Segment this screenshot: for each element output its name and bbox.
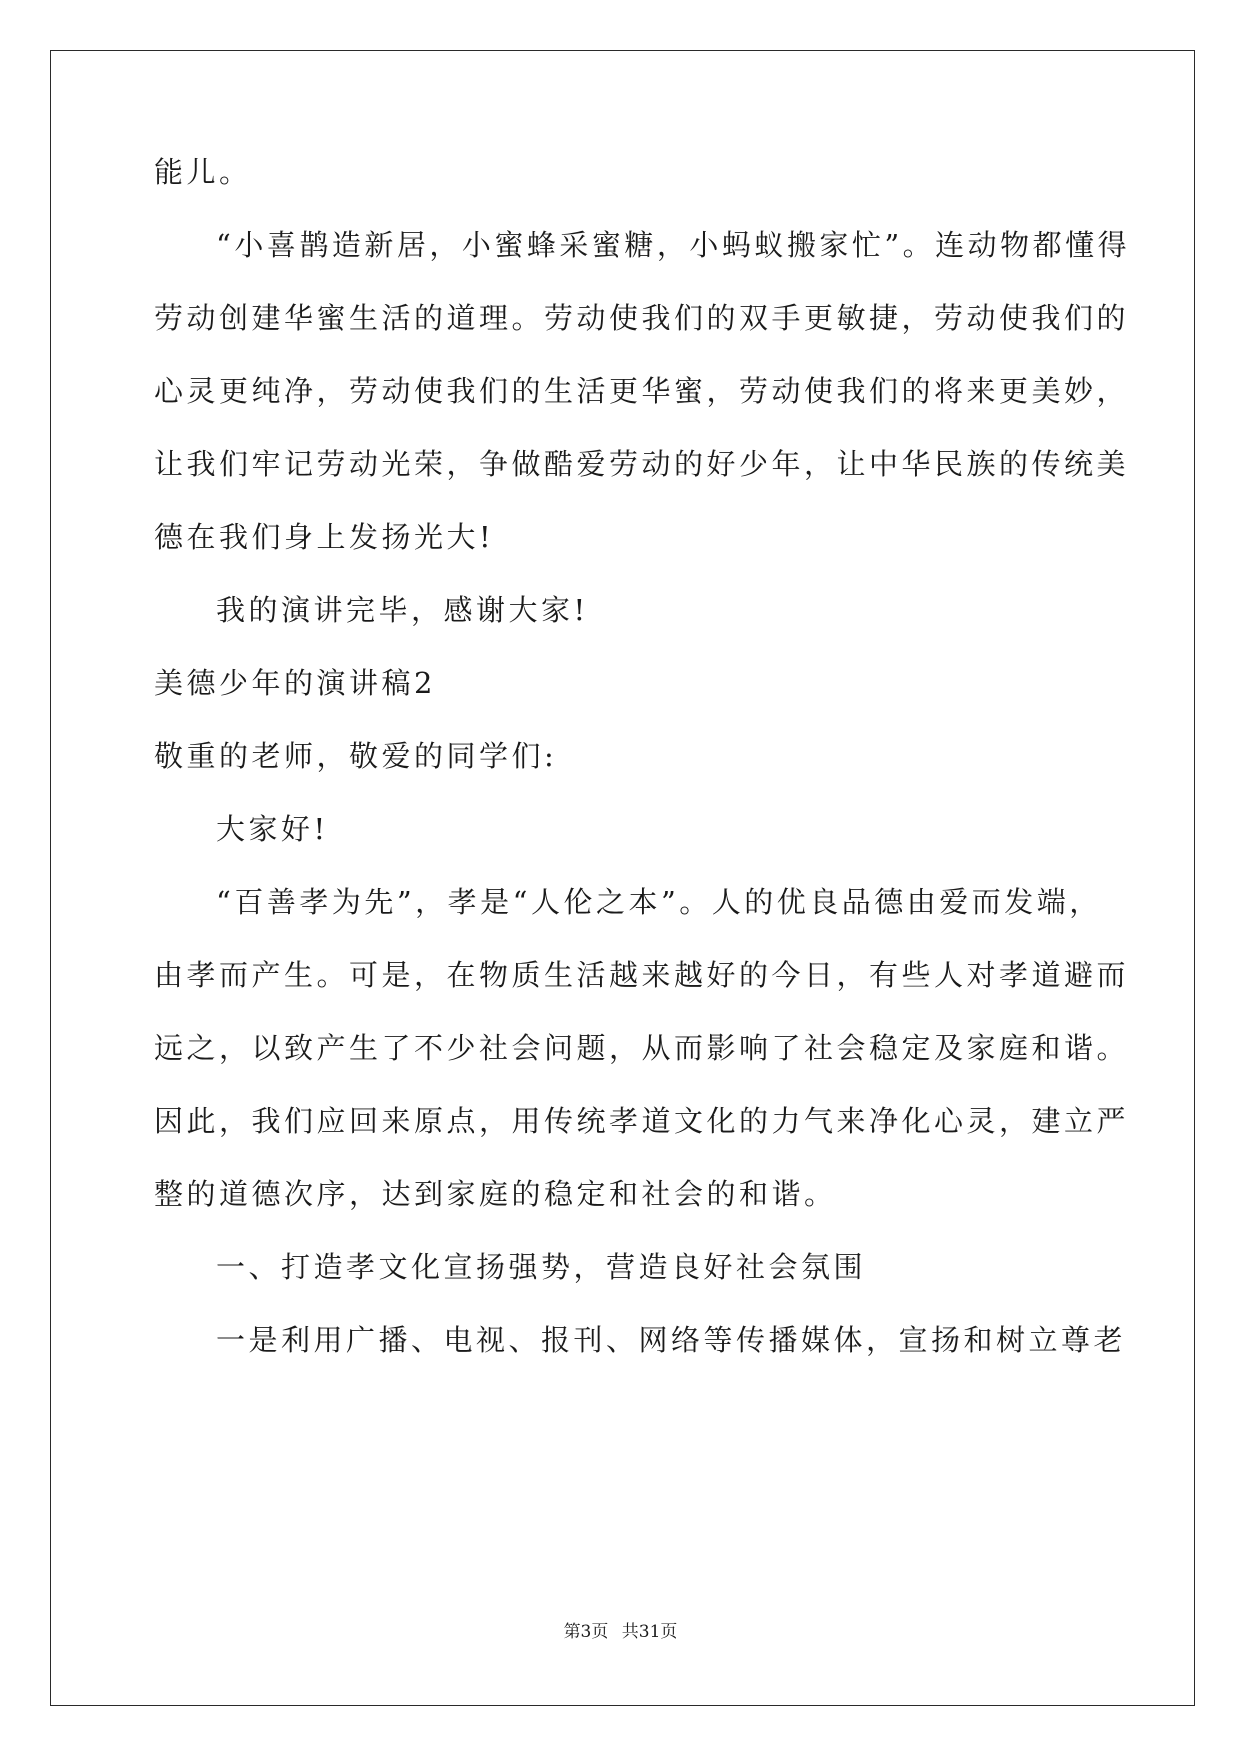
text-line: 一、打造孝文化宣扬强势，营造良好社会氛围	[216, 1250, 867, 1284]
text-line: “百善孝为先”，孝是“人伦之本”。人的优良品德由爱而发端，	[216, 885, 1102, 919]
section-heading: 美德少年的演讲稿2	[154, 666, 436, 700]
text-line: 劳动创建华蜜生活的道理。劳动使我们的双手更敏捷，劳动使我们的	[154, 301, 1130, 335]
text-line: 心灵更纯净，劳动使我们的生活更华蜜，劳动使我们的将来更美妙，	[154, 374, 1130, 408]
greeting: 大家好!	[216, 812, 329, 846]
page-border	[50, 50, 1195, 1706]
text-line: 整的道德次序，达到家庭的稳定和社会的和谐。	[154, 1177, 837, 1211]
text-line: “小喜鹊造新居，小蜜蜂采蜜糖，小蚂蚁搬家忙”。连动物都懂得	[216, 228, 1131, 262]
text-line: 一是利用广播、电视、报刊、网络等传播媒体，宣扬和树立尊老	[216, 1323, 1127, 1357]
salutation: 敬重的老师，敬爱的同学们:	[154, 739, 558, 773]
text-line: 让我们牢记劳动光荣，争做酷爱劳动的好少年，让中华民族的传统美	[154, 447, 1130, 481]
page-number: 第3页	[563, 1622, 609, 1642]
text-line: 由孝而产生。可是，在物质生活越来越好的今日，有些人对孝道避而	[154, 958, 1130, 992]
text-line: 德在我们身上发扬光大!	[154, 520, 495, 554]
text-line: 远之，以致产生了不少社会问题，从而影响了社会稳定及家庭和谐。	[154, 1031, 1130, 1065]
page-total: 共31页	[621, 1622, 678, 1642]
text-line: 能儿。	[154, 155, 252, 189]
page-footer	[0, 1621, 1241, 1643]
text-line: 因此，我们应回来原点，用传统孝道文化的力气来净化心灵，建立严	[154, 1104, 1130, 1138]
text-line: 我的演讲完毕，感谢大家!	[216, 593, 589, 627]
